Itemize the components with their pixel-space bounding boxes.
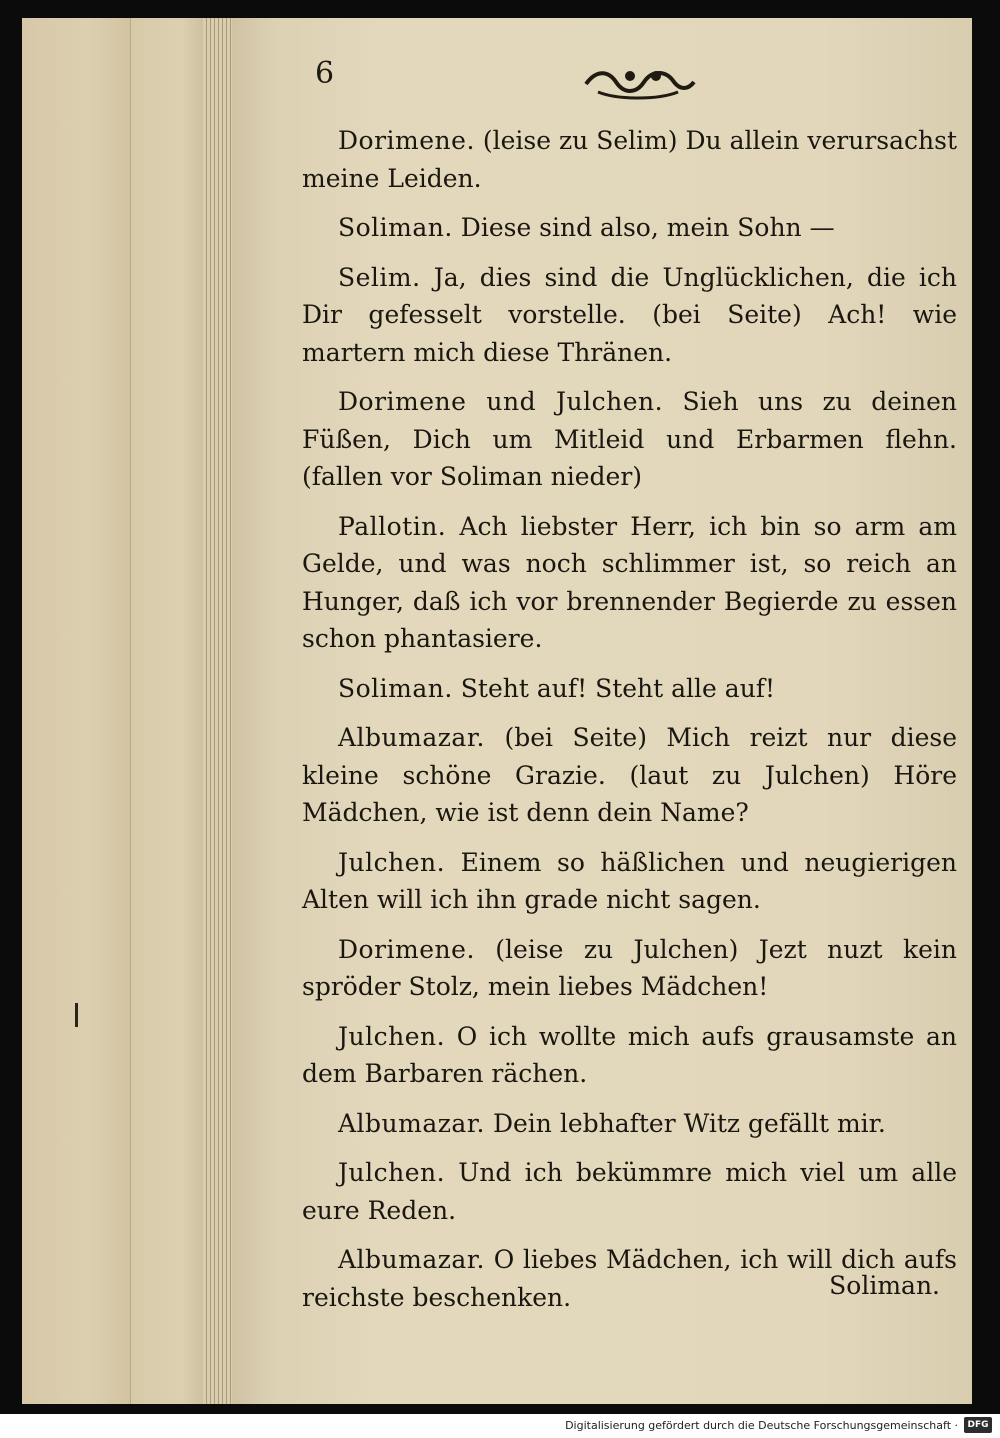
speech-text: Einem so häßlichen und neugierigen Alten will ich ihn grade nicht sagen. xyxy=(302,847,957,914)
speech-text: (leise zu Julchen) Jezt nuzt kein spröder Stolz, mein liebes Mädchen! xyxy=(302,934,957,1001)
speech-text: Ja, dies sind die Unglücklichen, die ich Dir gefesselt vorstelle. (bei Seite) Ach! wie martern mich diese Thränen. xyxy=(302,262,957,367)
dialogue-paragraph xyxy=(302,209,957,247)
page-edges xyxy=(203,18,233,1404)
dialogue-paragraph xyxy=(302,508,957,658)
speech-text: Diese sind also, mein Sohn — xyxy=(452,213,835,242)
speech-text: (leise zu Selim) Du allein verursachst meine Leiden. xyxy=(302,126,957,193)
speaker-name: Julchen. xyxy=(338,847,446,877)
catchword: Soliman. xyxy=(829,1271,940,1300)
speaker-name: Julchen. xyxy=(338,1158,446,1187)
speaker-name: Soliman. xyxy=(338,213,453,242)
speaker-name: Dorimene und Julchen. xyxy=(338,387,664,416)
speaker-name: Albumazar. xyxy=(338,1245,485,1274)
dfg-logo-icon: DFG xyxy=(964,1417,992,1433)
speech-text: Und ich bekümmre mich viel um alle eure Reden. xyxy=(302,1158,957,1225)
speaker-name: Albumazar. xyxy=(338,723,485,752)
dialogue-paragraph xyxy=(302,259,957,372)
margin-tick-mark xyxy=(75,1003,78,1027)
dialogue-paragraph xyxy=(302,670,957,708)
dialogue-paragraph xyxy=(302,122,957,197)
speaker-name: Selim. xyxy=(338,262,421,292)
speaker-name: Dorimene. xyxy=(338,934,475,964)
page-number: 6 xyxy=(315,56,335,91)
dialogue-paragraph xyxy=(302,1018,957,1093)
speech-text: O liebes Mädchen, ich will dich aufs reichste beschenken. xyxy=(302,1245,957,1312)
dialogue-paragraph xyxy=(302,383,957,496)
speech-text: Dein lebhafter Witz gefällt mir. xyxy=(485,1108,886,1138)
inner-cover-board xyxy=(131,18,203,1404)
speech-text: Sieh uns zu deinen Füßen, Dich um Mitleid und Erbarmen flehn. (fallen vor Soliman nieder) xyxy=(302,387,957,491)
speech-text: (bei Seite) Mich reizt nur diese kleine schöne Grazie. (laut zu Julchen) Höre Mädchen, wie ist denn dein Name? xyxy=(302,723,957,827)
funding-credit: Digitalisierung gefördert durch die Deutsche Forschungsgemeinschaft · xyxy=(565,1419,958,1432)
speaker-name: Julchen. xyxy=(338,1021,446,1051)
speaker-name: Dorimene. xyxy=(338,126,475,155)
dialogue-paragraph xyxy=(302,1105,957,1143)
speech-text: O ich wollte mich aufs grausamste an dem Barbaren rächen. xyxy=(302,1021,957,1088)
dialogue-text xyxy=(302,122,957,1328)
left-cover-board xyxy=(22,18,131,1404)
digitization-footer xyxy=(0,1414,1000,1438)
dialogue-paragraph xyxy=(302,719,957,832)
speaker-name: Albumazar. xyxy=(338,1108,485,1138)
dialogue-paragraph xyxy=(302,844,957,919)
speaker-name: Soliman. xyxy=(338,673,453,703)
speech-text: Steht auf! Steht alle auf! xyxy=(452,673,776,703)
printer-ornament-icon xyxy=(578,62,698,104)
speech-text: Ach liebster Herr, ich bin so arm am Gelde, und was noch schlimmer ist, so reich an Hunger, daß ich vor brennender Begierde zu essen schon phantasiere. xyxy=(302,511,957,653)
dialogue-paragraph xyxy=(302,1154,957,1229)
speaker-name: Pallotin. xyxy=(338,511,447,541)
dialogue-paragraph xyxy=(302,931,957,1006)
